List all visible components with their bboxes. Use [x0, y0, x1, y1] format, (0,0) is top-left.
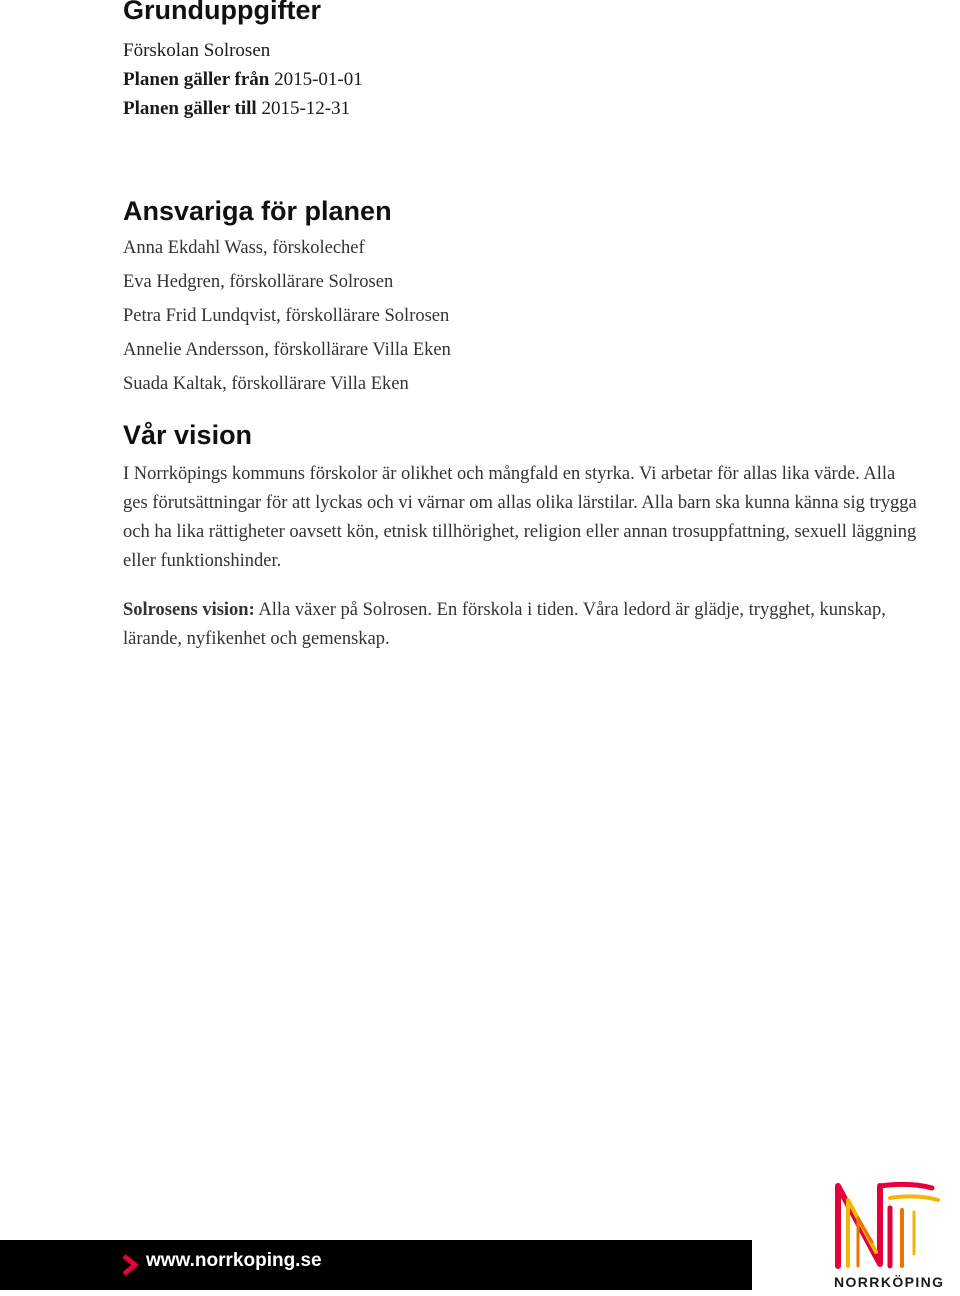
responsible-person: Petra Frid Lundqvist, förskollärare Solrosen	[123, 306, 450, 326]
responsible-heading: Ansvariga för planen	[123, 196, 392, 226]
solrosen-vision-text: Alla växer på Solrosen. En förskola i tiden. Våra ledord är glädje, trygghet, kunskap, lärande, nyfikenhet och gemenskap.	[123, 600, 886, 649]
arrow-right-icon	[121, 1254, 141, 1276]
valid-from-label: Planen gäller från	[123, 69, 270, 90]
valid-to-value: 2015-12-31	[261, 98, 351, 119]
logo-wordmark: NORRKÖPING	[834, 1274, 945, 1290]
responsible-person: Eva Hedgren, förskollärare Solrosen	[123, 272, 394, 292]
vision-heading: Vår vision	[123, 420, 253, 450]
responsible-person: Suada Kaltak, förskollärare Villa Eken	[123, 374, 409, 394]
footer-url-link[interactable]: www.norrkoping.se	[146, 1250, 322, 1271]
vision-paragraph: I Norrköpings kommuns förskolor är olikhet och mångfald en styrka. Vi arbetar för allas lika värde. Alla ges förutsättningar för att lyckas och vi värnar om allas olika lärstilar. Alla barn ska kunna känna sig trygga och ha lika rättigheter oavsett kön, etnisk tillhörighet, religion eller annan trosuppfattning, sexuell läggning eller funktionshinder.	[123, 464, 917, 571]
valid-to-label: Planen gäller till	[123, 98, 257, 119]
page-title: Grunduppgifter	[123, 0, 321, 25]
norrkoping-logo-icon	[820, 1178, 952, 1272]
responsible-person: Anna Ekdahl Wass, förskolechef	[123, 238, 365, 258]
solrosen-vision-label: Solrosens vision:	[123, 600, 255, 620]
solrosen-vision-paragraph	[123, 596, 923, 654]
school-name: Förskolan Solrosen	[123, 40, 271, 61]
responsible-person: Annelie Andersson, förskollärare Villa Eken	[123, 340, 451, 360]
plan-valid-to	[123, 98, 350, 120]
plan-valid-from	[123, 69, 363, 91]
valid-from-value: 2015-01-01	[274, 69, 363, 90]
footer-bar	[0, 1240, 752, 1290]
